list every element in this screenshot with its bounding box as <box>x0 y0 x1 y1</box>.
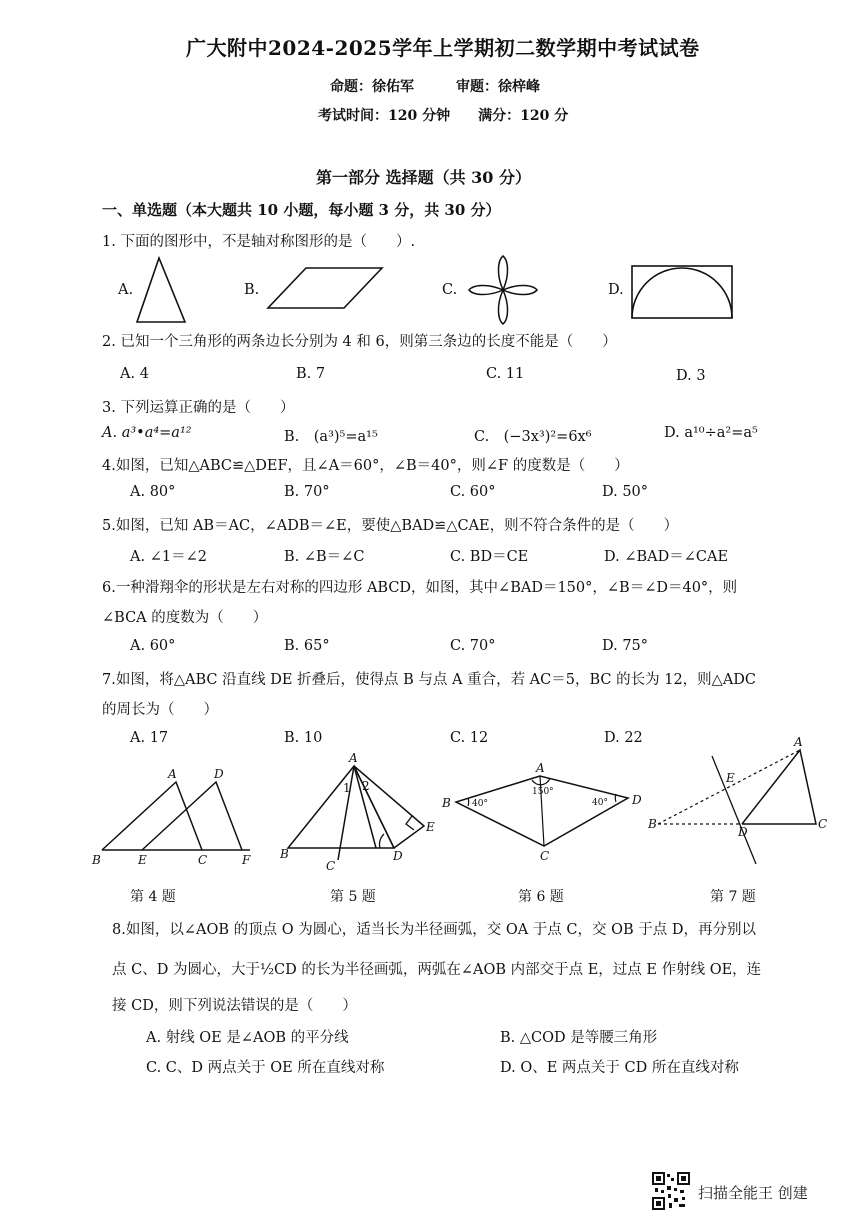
fig5-label-e: E <box>426 820 435 834</box>
section-title: 第一部分 选择题（共 30 分） <box>316 168 531 187</box>
figure-6-caption: 第 6 题 <box>518 889 564 905</box>
fig4-label-f: F <box>242 853 251 867</box>
q6-stem-line2: ∠BCA 的度数为（ ） <box>102 610 268 626</box>
q8-option-a: A. 射线 OE 是∠AOB 的平分线 <box>146 1030 349 1046</box>
q1-parallelogram-figure <box>266 266 386 312</box>
fig5-label-2: 2 <box>362 779 370 793</box>
q1-option-c: C. <box>442 282 458 298</box>
fig6-label-angle-b: 40° <box>472 799 488 809</box>
exam-info: 考试时间：120 分钟 满分：120 分 <box>318 108 569 124</box>
fig4-label-c: C <box>198 853 208 867</box>
fig6-label-c: C <box>540 849 550 863</box>
scanner-watermark: 扫描全能王 创建 <box>698 1184 808 1202</box>
q8-option-c: C. C、D 两点关于 OE 所在直线对称 <box>146 1060 385 1076</box>
q8-stem-line3: 接 CD，则下列说法错误的是（ ） <box>112 998 357 1014</box>
q7-option-d: D. 22 <box>604 730 643 746</box>
fig6-label-angle-d: 40° <box>592 798 608 808</box>
q2-option-b: B. 7 <box>296 366 326 382</box>
author-line: 命题：徐佑军 审题：徐梓峰 <box>330 79 540 95</box>
q6-option-c: C. 70° <box>450 638 496 654</box>
fig4-label-e: E <box>138 853 147 867</box>
q1-option-d: D. <box>608 282 624 298</box>
fig5-label-1: 1 <box>343 781 351 795</box>
fig4-label-a: A <box>168 767 177 781</box>
q6-option-b: B. 65° <box>284 638 330 654</box>
q3-stem: 3. 下列运算正确的是（ ） <box>102 400 295 416</box>
q7-stem-line1: 7.如图，将△ABC 沿直线 DE 折叠后，使得点 B 与点 A 重合，若 AC＝5，BC 的长为 12，则△ADC <box>102 672 757 688</box>
q5-option-a: A. ∠1＝∠2 <box>130 549 207 565</box>
q1-option-a: A. <box>118 282 134 298</box>
exam-title: 广大附中2024-2025学年上学期初二数学期中考试试卷 <box>186 36 700 60</box>
q6-stem-line1: 6.一种滑翔伞的形状是左右对称的四边形 ABCD，如图，其中∠BAD＝150°，∠B＝∠D＝40°，则 <box>102 580 738 596</box>
fig4-label-b: B <box>92 853 101 867</box>
fig6-label-angle-a: 150° <box>532 787 554 797</box>
fig6-label-b: B <box>442 796 451 810</box>
q4-option-a: A. 80° <box>130 484 176 500</box>
q3-option-b: B. (a³)⁵=a¹⁵ <box>284 429 378 445</box>
section-subtitle: 一、单选题（本大题共 10 小题，每小题 3 分，共 30 分） <box>102 201 501 219</box>
q6-option-d: D. 75° <box>602 638 649 654</box>
q5-stem: 5.如图，已知 AB＝AC，∠ADB＝∠E，要使△BAD≌△CAE，则不符合条件的是（ ） <box>102 518 679 534</box>
q4-option-d: D. 50° <box>602 484 649 500</box>
q8-option-b: B. △COD 是等腰三角形 <box>500 1030 658 1046</box>
q8-stem-line2: 点 C、D 为圆心，大于½CD 的长为半径画弧，两弧在∠AOB 内部交于点 E，过点 E 作射线 OE，连 <box>112 962 762 978</box>
q7-option-b: B. 10 <box>284 730 323 746</box>
q3-option-d: D. a¹⁰÷a²=a⁵ <box>664 425 758 441</box>
q1-option-b: B. <box>244 282 260 298</box>
q1-semicircle-rect-figure <box>630 264 734 320</box>
fig7-label-d: D <box>738 825 748 839</box>
q3-option-c: C. (−3x³)²=6x⁶ <box>474 429 592 445</box>
fig5-label-d: D <box>393 849 403 863</box>
q1-flower-figure <box>468 254 538 326</box>
fig7-label-a: A <box>794 735 803 749</box>
fig5-label-b: B <box>280 847 289 861</box>
fig5-label-c: C <box>326 859 336 873</box>
fig7-label-e: E <box>726 771 735 785</box>
q1-triangle-figure <box>135 256 191 326</box>
q7-stem-line2: 的周长为（ ） <box>102 702 218 718</box>
q2-option-c: C. 11 <box>486 366 525 382</box>
fig7-label-b: B <box>648 817 657 831</box>
figure-5 <box>280 751 440 873</box>
q2-option-d: D. 3 <box>676 368 706 384</box>
fig6-label-d: D <box>632 793 642 807</box>
q7-option-c: C. 12 <box>450 730 489 746</box>
q4-option-c: C. 60° <box>450 484 496 500</box>
q6-option-a: A. 60° <box>130 638 176 654</box>
q5-option-c: C. BD＝CE <box>450 549 529 565</box>
fig6-label-a: A <box>536 761 545 775</box>
q4-option-b: B. 70° <box>284 484 330 500</box>
figure-7 <box>646 736 846 872</box>
fig5-label-a: A <box>349 751 358 765</box>
figure-7-caption: 第 7 题 <box>710 889 756 905</box>
q5-option-d: D. ∠BAD＝∠CAE <box>604 549 729 565</box>
figure-4-caption: 第 4 题 <box>130 889 176 905</box>
q7-option-a: A. 17 <box>130 730 169 746</box>
q1-stem: 1. 下面的图形中，不是轴对称图形的是（ ）. <box>102 234 416 250</box>
q2-option-a: A. 4 <box>120 366 149 382</box>
q5-option-b: B. ∠B＝∠C <box>284 549 365 565</box>
q8-option-d: D. O、E 两点关于 CD 所在直线对称 <box>500 1060 739 1076</box>
q4-stem: 4.如图，已知△ABC≌△DEF，且∠A＝60°，∠B＝40°，则∠F 的度数是（ ） <box>102 458 629 474</box>
figure-6 <box>440 760 680 864</box>
figure-5-caption: 第 5 题 <box>330 889 376 905</box>
figure-4 <box>90 766 260 866</box>
fig7-label-c: C <box>818 817 828 831</box>
q3-option-a: A. a³•a⁴=a¹² <box>102 425 192 441</box>
q8-stem-line1: 8.如图，以∠AOB 的顶点 O 为圆心，适当长为半径画弧，交 OA 于点 C，交 OB 于点 D，再分别以 <box>112 922 756 938</box>
qr-code-icon <box>652 1172 690 1210</box>
fig4-label-d: D <box>214 767 224 781</box>
q2-stem: 2. 已知一个三角形的两条边长分别为 4 和 6，则第三条边的长度不能是（ ） <box>102 334 617 350</box>
